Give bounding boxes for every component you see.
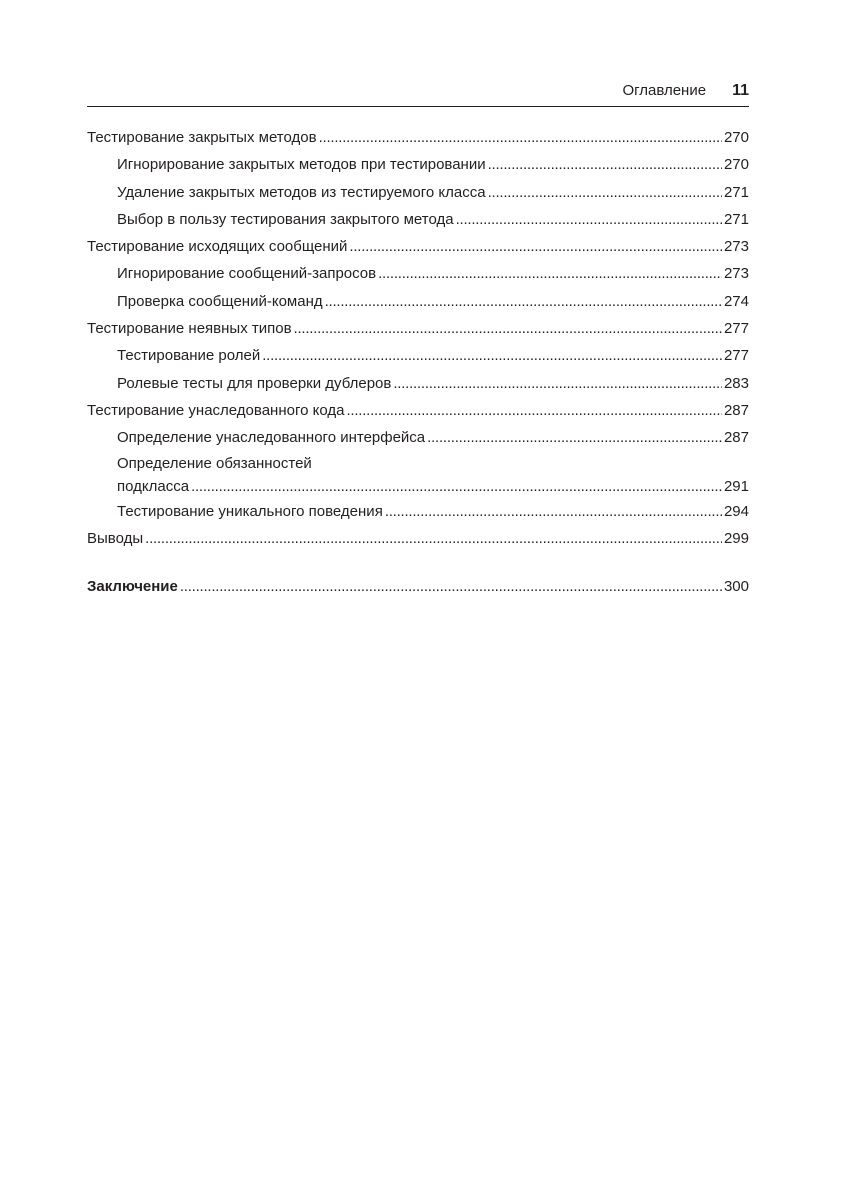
- toc-entry[interactable]: [87, 179, 749, 206]
- toc-entry-page: 271: [723, 210, 749, 228]
- toc-entry-page: 273: [723, 238, 749, 256]
- toc-dot-leader: [180, 573, 722, 600]
- toc-dot-leader: [325, 288, 722, 315]
- toc-entry-page: 291: [723, 477, 749, 495]
- toc-entry-page: 270: [723, 129, 749, 146]
- header-rule: [87, 106, 749, 107]
- toc-entry-page: 287: [723, 401, 749, 419]
- toc-entry[interactable]: [87, 452, 749, 498]
- toc-entry[interactable]: [87, 315, 749, 342]
- toc-dot-leader: [456, 206, 722, 233]
- toc-chapter-entry[interactable]: [87, 573, 749, 600]
- toc-entry-last-line: [117, 476, 749, 498]
- toc-dot-leader: [393, 370, 722, 397]
- toc-entry[interactable]: [87, 151, 749, 178]
- toc-entry[interactable]: [87, 288, 749, 315]
- toc-entry-label: Тестирование исходящих сообщений: [87, 238, 348, 256]
- toc-entry-label: Тестирование уникального поведения: [117, 502, 383, 520]
- toc-dot-leader: [427, 424, 722, 451]
- toc-dot-leader: [319, 124, 722, 151]
- toc-entry-page: 271: [723, 183, 749, 201]
- toc-dot-leader: [488, 179, 722, 206]
- toc-dot-leader: [346, 397, 722, 424]
- toc-dot-leader: [191, 476, 722, 498]
- running-head-title: Оглавление: [622, 82, 707, 99]
- toc-entry-page: 277: [723, 320, 749, 338]
- toc-entry-page: 283: [723, 374, 749, 392]
- toc-dot-leader: [349, 233, 722, 260]
- toc-entry-label: Тестирование закрытых методов: [87, 129, 317, 146]
- toc-dot-leader: [294, 315, 722, 342]
- page-number: 11: [732, 82, 749, 99]
- toc-entry-label: Выбор в пользу тестирования закрытого метода: [117, 210, 454, 228]
- toc-chapter-label: Заключение: [87, 578, 178, 596]
- toc-entry[interactable]: [87, 342, 749, 369]
- toc-entry-page: 270: [723, 156, 749, 174]
- toc-entry-label: Игнорирование закрытых методов при тестировании: [117, 156, 486, 174]
- toc-dot-leader: [145, 525, 722, 552]
- toc-entry[interactable]: [87, 233, 749, 260]
- toc-entry-label: Ролевые тесты для проверки дублеров: [117, 374, 392, 392]
- toc-entry[interactable]: [87, 498, 749, 525]
- toc-entry[interactable]: [87, 370, 749, 397]
- toc-entry[interactable]: [87, 424, 749, 451]
- toc-entry[interactable]: [87, 525, 749, 552]
- toc-entry[interactable]: [87, 206, 749, 233]
- running-head: [87, 80, 749, 102]
- toc-entry-label: Тестирование унаследованного кода: [87, 401, 345, 419]
- toc-entry-page: 300: [723, 578, 749, 596]
- toc-entry-page: 277: [723, 347, 749, 365]
- toc-dot-leader: [385, 498, 722, 525]
- toc-entry-label-line2: подкласса: [117, 477, 190, 495]
- toc-entry-page: 274: [723, 292, 749, 310]
- toc-entry-label: Тестирование неявных типов: [87, 320, 292, 338]
- toc-entry[interactable]: [87, 397, 749, 424]
- toc-entry-page: 294: [723, 502, 749, 520]
- toc-entry-label-line1: Определение обязанностей: [117, 454, 312, 472]
- toc-dot-leader: [262, 342, 722, 369]
- toc-entry-label: Проверка сообщений-команд: [117, 292, 323, 310]
- toc-entry-page: 299: [723, 529, 749, 547]
- toc-entry[interactable]: [87, 260, 749, 287]
- toc-entry-label: Тестирование ролей: [117, 347, 261, 365]
- toc-dot-leader: [488, 151, 722, 178]
- toc-dot-leader: [378, 260, 722, 287]
- toc-entry-page: 273: [723, 265, 749, 283]
- toc-entry-label: Удаление закрытых методов из тестируемого класса: [117, 183, 486, 201]
- toc-entry-label: Определение унаследованного интерфейса: [117, 429, 426, 447]
- toc-entry-label: Выводы: [87, 529, 144, 547]
- toc-entry[interactable]: [87, 124, 749, 151]
- toc-entry-label: Игнорирование сообщений-запросов: [117, 265, 377, 283]
- table-of-contents: [87, 124, 749, 600]
- toc-entry-page: 287: [723, 429, 749, 447]
